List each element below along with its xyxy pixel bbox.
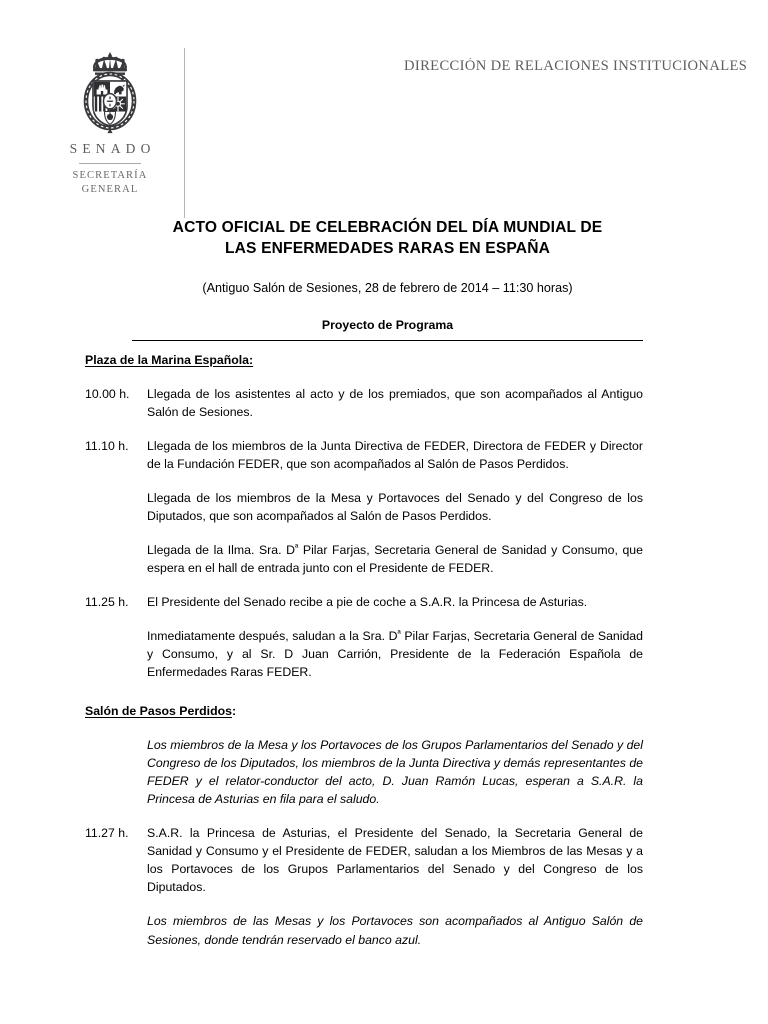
section-heading bbox=[85, 703, 643, 720]
title-block bbox=[132, 218, 643, 341]
entry-text-post: Pilar Farjas, Secretaria General de Sanidad y Consumo, que espera en el hall de entrada junto con el Presidente de FEDER. bbox=[147, 542, 643, 576]
page-title-line-1: ACTO OFICIAL DE CELEBRACIÓN DEL DÍA MUNDIAL DE bbox=[172, 219, 603, 236]
program-section bbox=[85, 352, 643, 681]
program-entry bbox=[85, 824, 643, 896]
program-entry bbox=[85, 489, 643, 525]
entry-time: 10.00 h. bbox=[85, 386, 130, 401]
program-entry bbox=[85, 736, 643, 808]
spanish-royal-coat-of-arms-icon bbox=[81, 48, 139, 136]
title-divider bbox=[132, 340, 643, 342]
program-entry bbox=[85, 437, 643, 473]
document-kicker: Proyecto de Programa bbox=[321, 317, 454, 332]
program-entry bbox=[85, 385, 643, 421]
institution-name: SENADO bbox=[69, 141, 156, 156]
entry-text: Llegada de los asistentes al acto y de los premiados, que son acompañados al Antiguo Salón de Sesiones. bbox=[147, 386, 643, 419]
section-heading-suffix: : bbox=[231, 704, 237, 719]
program-body bbox=[85, 352, 643, 965]
page-title bbox=[132, 218, 643, 259]
entry-text: Los miembros de la Mesa y los Portavoces de los Grupos Parlamentarios del Senado y del Congreso de los Diputados, los miembros de la Junta Directiva y demás representantes de FEDER y el relator-conductor del acto, D. Juan Ramón Lucas, esperan a S.A.R. la Princesa de Asturias en fila para el saludo. bbox=[147, 737, 643, 807]
section-heading-text: Plaza de la Marina Española: bbox=[85, 353, 254, 367]
entry-text bbox=[147, 627, 643, 681]
event-details: (Antiguo Salón de Sesiones, 28 de febrero de 2014 – 11:30 horas) bbox=[202, 281, 573, 296]
identity-divider bbox=[79, 163, 141, 164]
program-entry bbox=[85, 541, 643, 577]
entry-text bbox=[147, 541, 643, 577]
entry-text: El Presidente del Senado recibe a pie de coche a S.A.R. la Princesa de Asturias. bbox=[147, 595, 588, 610]
entry-text: Los miembros de las Mesas y los Portavoces son acompañados al Antiguo Salón de Sesiones, donde tendrán reservado el banco azul. bbox=[147, 914, 643, 947]
entry-time: 11.10 h. bbox=[85, 438, 129, 453]
department-line-1: SECRETARÍA bbox=[72, 169, 148, 181]
entry-time: 11.25 h. bbox=[85, 595, 129, 610]
entry-time: 11.27 h. bbox=[85, 826, 129, 841]
program-section bbox=[85, 703, 643, 948]
program-entry bbox=[85, 627, 643, 681]
entry-text-pre: Inmediatamente después, saludan a la Sra. D bbox=[147, 629, 398, 644]
entry-text: S.A.R. la Princesa de Asturias, el Presidente del Senado, la Secretaria General de Sanidad y Consumo y el Presidente de FEDER, saludan a los Miembros de las Mesas y a los Portavoces de los Grupos Parlamentarios del Senado y del Congreso de los Diputados. bbox=[147, 826, 643, 895]
entry-text-post: Pilar Farjas, Secretaria General de Sanidad y Consumo, y al Sr. D Juan Carrión, Presidente de la Federación Española de Enfermedades Raras FEDER. bbox=[147, 629, 643, 680]
section-heading bbox=[85, 352, 643, 369]
entry-text: Llegada de los miembros de la Mesa y Portavoces del Senado y del Congreso de los Diputados, que son acompañados al Salón de Pasos Perdidos. bbox=[147, 490, 643, 523]
ordinal-indicator: ª bbox=[397, 628, 401, 639]
program-entry bbox=[85, 912, 643, 948]
department-name bbox=[44, 169, 176, 197]
direction-header: DIRECCIÓN DE RELACIONES INSTITUCIONALES bbox=[404, 58, 748, 74]
letterhead bbox=[0, 0, 768, 218]
department-line-2: GENERAL bbox=[81, 183, 139, 195]
page-title-line-2: LAS ENFERMEDADES RARAS EN ESPAÑA bbox=[224, 239, 551, 257]
entry-text: Llegada de los miembros de la Junta Directiva de FEDER, Directora de FEDER y Director de la Fundación FEDER, que son acompañados al Salón de Pasos Perdidos. bbox=[147, 438, 643, 471]
letterhead-vertical-divider bbox=[184, 48, 185, 218]
entry-text-pre: Llegada de la Ilma. Sra. D bbox=[147, 542, 295, 557]
senate-identity-block bbox=[44, 48, 176, 197]
program-entry bbox=[85, 593, 643, 611]
ordinal-indicator: ª bbox=[295, 542, 299, 553]
section-heading-text: Salón de Pasos Perdidos bbox=[85, 704, 232, 719]
